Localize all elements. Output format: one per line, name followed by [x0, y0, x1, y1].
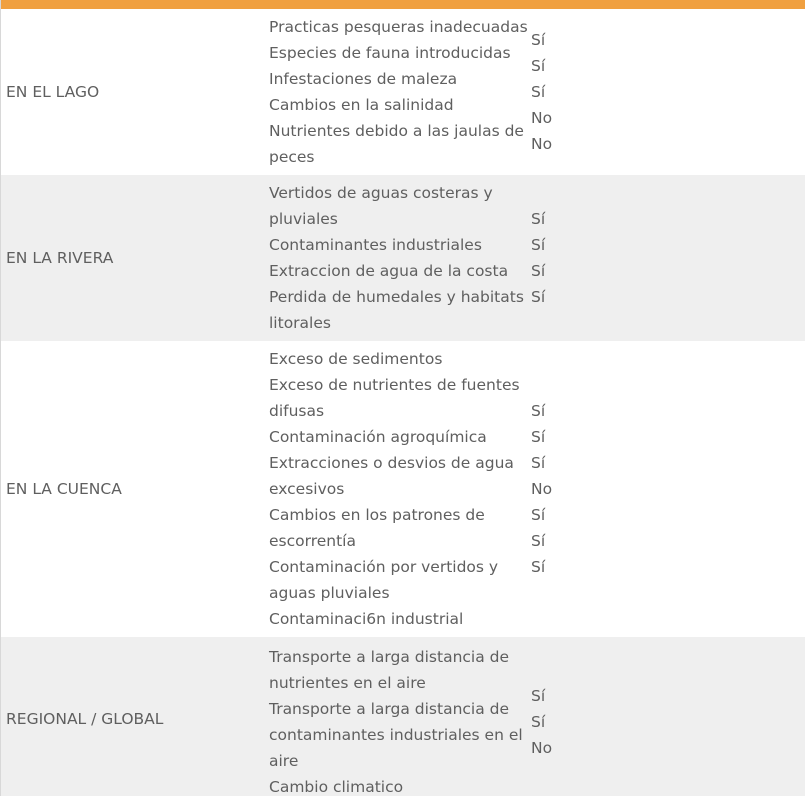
- table-row-cuenca: [1, 341, 805, 637]
- threat-item: Cambios en la salinidad: [269, 96, 454, 114]
- value-item: Sí: [531, 454, 546, 472]
- threat-item: Cambios en los patrones de escorrentía: [269, 506, 485, 550]
- threat-item: Practicas pesqueras inadecuadas: [269, 18, 528, 36]
- value-item: Sí: [531, 532, 546, 550]
- value-item: Sí: [531, 428, 546, 446]
- threat-item: Nutrientes debido a las jaulas de peces: [269, 122, 524, 166]
- threat-list: [269, 180, 531, 336]
- threat-item: Infestaciones de maleza: [269, 70, 458, 88]
- threat-item: Contaminación por vertidos y aguas pluviales: [269, 558, 499, 602]
- value-item: Sí: [531, 210, 546, 228]
- threat-item: Transporte a larga distancia de nutrientes en el aire: [269, 648, 510, 692]
- threat-item: Exceso de nutrientes de fuentes difusas: [269, 376, 520, 420]
- value-item: Sí: [531, 31, 546, 49]
- threat-item: Contaminación agroquímica: [269, 428, 487, 446]
- threat-item: Perdida de humedales y habitats litorales: [269, 288, 524, 332]
- value-item: Sí: [531, 558, 546, 576]
- threat-item: Extraccion de agua de la costa: [269, 262, 509, 280]
- region-label: EN LA CUENCA: [6, 480, 122, 498]
- threat-item: Extracciones o desvios de agua excesivos: [269, 454, 514, 498]
- threat-list: [269, 14, 531, 170]
- value-list: [531, 398, 571, 580]
- value-item: Sí: [531, 288, 546, 306]
- threat-item: Transporte a larga distancia de contaminantes industriales en el aire: [269, 700, 523, 770]
- threat-item: Vertidos de aguas costeras y pluviales: [269, 184, 493, 228]
- value-item: No: [531, 135, 553, 153]
- value-item: Sí: [531, 83, 546, 101]
- value-list: [531, 27, 571, 157]
- value-item: Sí: [531, 262, 546, 280]
- threat-item: Especies de fauna introducidas: [269, 44, 511, 62]
- value-item: Sí: [531, 687, 546, 705]
- region-label: EN EL LAGO: [6, 83, 100, 101]
- value-item: Sí: [531, 57, 546, 75]
- threat-item: Contaminantes industriales: [269, 236, 482, 254]
- table-row-lago: [1, 9, 805, 175]
- value-list: [531, 683, 571, 761]
- value-item: No: [531, 109, 553, 127]
- value-item: No: [531, 480, 553, 498]
- table-row-regional: [1, 637, 805, 796]
- value-item: Sí: [531, 402, 546, 420]
- threat-list: [269, 644, 531, 800]
- threat-item: Exceso de sedimentos: [269, 350, 443, 368]
- threat-item: Cambio climatico: [269, 778, 404, 796]
- value-item: Sí: [531, 236, 546, 254]
- threat-item: Contaminaci6n industrial: [269, 610, 464, 628]
- value-list: [531, 206, 571, 310]
- region-label: EN LA RIVERA: [6, 249, 114, 267]
- threat-list: [269, 346, 531, 632]
- table-row-rivera: [1, 175, 805, 341]
- value-item: No: [531, 739, 553, 757]
- value-item: Sí: [531, 713, 546, 731]
- region-label: REGIONAL / GLOBAL: [6, 710, 164, 728]
- value-item: Sí: [531, 506, 546, 524]
- header-bar: [1, 0, 805, 9]
